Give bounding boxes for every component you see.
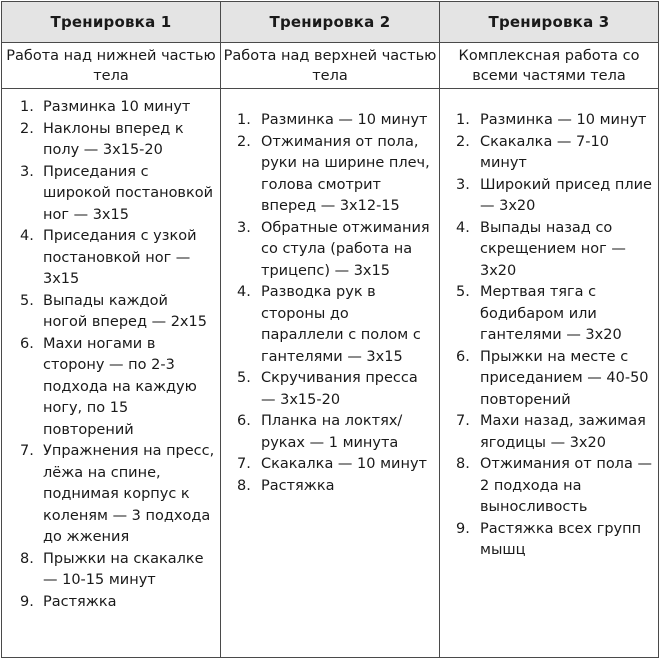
item-number: 8. bbox=[20, 550, 34, 567]
item-text: Разминка — 10 минут bbox=[480, 112, 647, 128]
workout-1-title: Тренировка 1 bbox=[2, 2, 221, 43]
item-text: Скручивания пресса — 3x15-20 bbox=[261, 370, 418, 408]
item-text: Мертвая тяга с бодибаром или гантелями — 3x20 bbox=[480, 284, 622, 343]
item-text: Отжимания от пола, руки на ширине плеч, голова смотрит вперед — 3x12-15 bbox=[261, 133, 430, 214]
item-number: 6. bbox=[456, 348, 470, 365]
item-text: Широкий присед плие — 3x20 bbox=[480, 176, 652, 214]
list-item bbox=[237, 282, 435, 368]
item-number: 2. bbox=[20, 120, 34, 137]
item-number: 4. bbox=[237, 284, 251, 300]
workout-3-focus: Комплексная работа со всеми частями тела bbox=[440, 43, 659, 89]
workout-1-exercise-list bbox=[2, 89, 220, 613]
list-item bbox=[456, 454, 654, 519]
list-item bbox=[20, 441, 216, 549]
item-text: Скакалка — 10 минут bbox=[261, 456, 427, 472]
item-number: 2. bbox=[456, 133, 470, 150]
item-text: Выпады назад со скрещением ног — 3x20 bbox=[480, 219, 626, 279]
list-item bbox=[20, 97, 216, 119]
item-number: 3. bbox=[456, 176, 470, 193]
item-text: Скакалка — 7-10 минут bbox=[480, 133, 609, 171]
item-number: 1. bbox=[456, 112, 470, 128]
workout-2-title: Тренировка 2 bbox=[221, 2, 440, 43]
item-text: Растяжка всех групп мышц bbox=[480, 520, 642, 558]
list-item bbox=[20, 334, 216, 442]
item-number: 7. bbox=[237, 456, 251, 472]
item-number: 4. bbox=[20, 228, 34, 244]
item-text: Махи ногами в сторону — по 2-3 подхода на каждую ногу, по 15 повторений bbox=[43, 335, 197, 438]
item-text: Разминка — 10 минут bbox=[261, 112, 428, 128]
item-text: Растяжка bbox=[261, 477, 335, 494]
item-text: Обратные отжимания со стула (работа на трицепс) — 3x15 bbox=[261, 219, 430, 279]
workout-2-exercises-cell bbox=[221, 89, 440, 658]
subtitle-row bbox=[2, 43, 659, 89]
item-number: 9. bbox=[456, 520, 470, 537]
exercises-row bbox=[2, 89, 659, 658]
item-text: Разводка рук в стороны до параллели с полом с гантелями — 3x15 bbox=[261, 284, 421, 365]
item-number: 7. bbox=[20, 443, 34, 459]
workout-3-exercise-list bbox=[440, 89, 658, 562]
item-number: 9. bbox=[20, 593, 34, 610]
item-text: Разминка 10 минут bbox=[43, 99, 191, 115]
list-item bbox=[456, 282, 654, 347]
item-text: Махи назад, зажимая ягодицы — 3x20 bbox=[480, 413, 646, 451]
item-number: 7. bbox=[456, 413, 470, 429]
list-item bbox=[237, 110, 435, 132]
list-item bbox=[456, 411, 654, 454]
item-number: 4. bbox=[456, 219, 470, 236]
list-item bbox=[20, 592, 216, 614]
list-item bbox=[456, 110, 654, 132]
item-number: 1. bbox=[237, 112, 251, 128]
item-text: Прыжки на скакалке — 10-15 минут bbox=[43, 550, 204, 588]
list-item bbox=[456, 175, 654, 218]
workout-1-exercises-cell bbox=[2, 89, 221, 658]
item-number: 3. bbox=[20, 163, 34, 180]
list-item bbox=[237, 454, 435, 476]
item-number: 6. bbox=[237, 413, 251, 429]
item-text: Отжимания от пола — 2 подхода на выносливость bbox=[480, 456, 652, 515]
list-item bbox=[20, 549, 216, 592]
item-text: Приседания с узкой постановкой ног — 3x15 bbox=[43, 228, 197, 287]
list-item bbox=[20, 291, 216, 334]
item-number: 1. bbox=[20, 99, 34, 115]
list-item bbox=[20, 119, 216, 162]
item-number: 6. bbox=[20, 335, 34, 352]
workout-3-title: Тренировка 3 bbox=[440, 2, 659, 43]
item-number: 8. bbox=[237, 477, 251, 494]
list-item bbox=[237, 476, 435, 498]
list-item bbox=[456, 218, 654, 283]
item-number: 2. bbox=[237, 133, 251, 150]
item-number: 8. bbox=[456, 456, 470, 472]
item-number: 5. bbox=[20, 292, 34, 309]
header-row bbox=[2, 2, 659, 43]
workout-3-exercises-cell bbox=[440, 89, 659, 658]
item-text: Планка на локтях/руках — 1 минута bbox=[261, 413, 403, 451]
list-item bbox=[237, 218, 435, 283]
workout-2-focus: Работа над верхней частью тела bbox=[221, 43, 440, 89]
item-text: Упражнения на пресс, лёжа на спине, поднимая корпус к коленям — 3 подхода до жжения bbox=[43, 443, 215, 545]
list-item bbox=[20, 162, 216, 227]
item-number: 5. bbox=[237, 370, 251, 386]
item-text: Выпады каждой ногой вперед — 2x15 bbox=[43, 292, 207, 330]
list-item bbox=[20, 226, 216, 291]
item-number: 3. bbox=[237, 219, 251, 236]
list-item bbox=[456, 132, 654, 175]
item-text: Прыжки на месте с приседанием — 40-50 повторений bbox=[480, 348, 649, 408]
list-item bbox=[237, 132, 435, 218]
list-item bbox=[456, 519, 654, 562]
list-item bbox=[237, 411, 435, 454]
list-item bbox=[456, 347, 654, 412]
item-text: Приседания с широкой постановкой ног — 3x15 bbox=[43, 163, 214, 223]
list-item bbox=[237, 368, 435, 411]
workout-table bbox=[1, 1, 659, 658]
workout-1-focus: Работа над нижней частью тела bbox=[2, 43, 221, 89]
item-text: Наклоны вперед к полу — 3x15-20 bbox=[43, 120, 184, 158]
item-text: Растяжка bbox=[43, 593, 117, 610]
item-number: 5. bbox=[456, 284, 470, 300]
workout-2-exercise-list bbox=[221, 89, 439, 497]
